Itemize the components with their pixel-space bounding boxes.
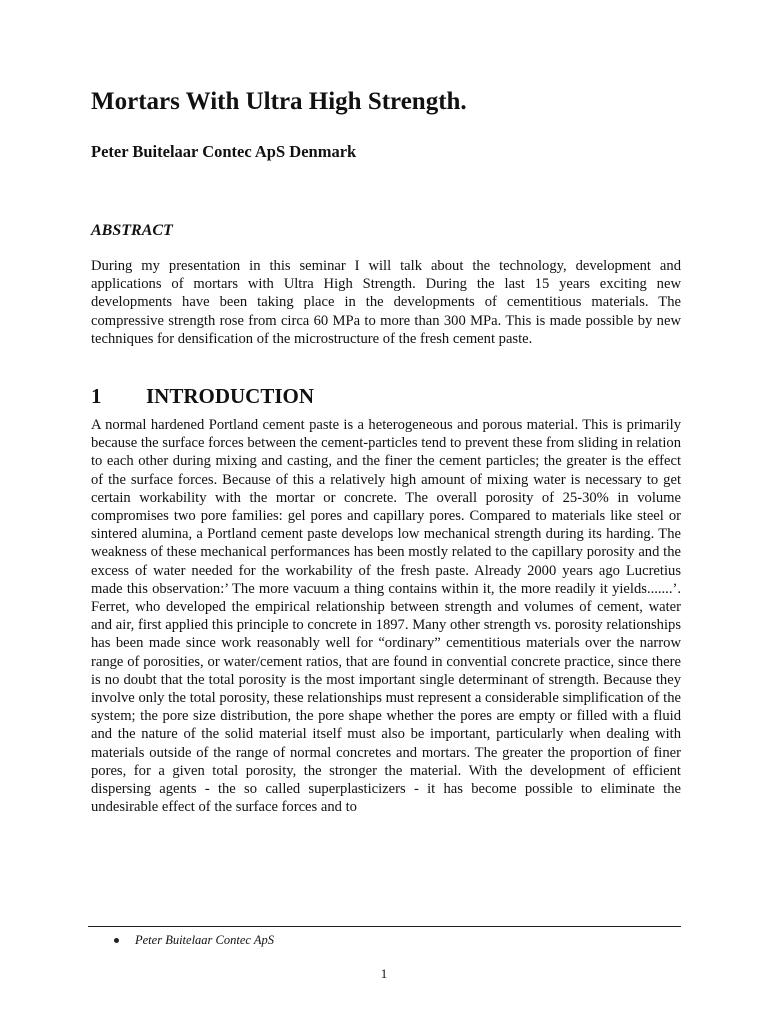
- section-heading: [91, 381, 681, 411]
- section-number: 1: [91, 384, 102, 409]
- footnote-divider: [88, 926, 681, 927]
- abstract-paragraph: During my presentation in this seminar I will talk about the technology, development and applications of mortars with Ultra High Strength. During the last 15 years exciting new developments have been taking place in the developments of cementitious materials. The compressive strength rose from circa 60 MPa to more than 300 MPa. This is made possible by new techniques for densification of the microstructure of the fresh cement paste.: [91, 258, 681, 347]
- page-number: 1: [380, 966, 388, 981]
- author-line: Peter Buitelaar Contec ApS Denmark: [91, 142, 357, 161]
- footnote-text: Peter Buitelaar Contec ApS: [135, 933, 274, 947]
- section-title: INTRODUCTION: [146, 384, 315, 409]
- abstract-heading: ABSTRACT: [91, 222, 173, 239]
- introduction-paragraph: A normal hardened Portland cement paste is a heterogeneous and porous material. This is primarily because the surface forces between the cement-particles tend to prevent these from sliding in relation to each other during mixing and casting, and the finer the cement particles; the greater is the effect of the surface forces. Because of this a relatively high amount of mixing water is necessary to get certain workability with the mortar or concrete. The overall porosity of 25-30% in volume compromises two pore families: gel pores and capillary pores. Compared to materials like steel or sintered alumina, a Portland cement paste develops low mechanical strength during its harding. The weakness of these mechanical performances has been mostly related to the capillary porosity and the excess of water needed for the workability of the fresh paste. Already 2000 years ago Lucretius made this observation:’ The more vacuum a thing contains within it, the more readily it yields.......’. Ferret, who developed the empirical relationship between strength and volumes of cement, water and air, first applied this principle to concrete in 1897. Many other strength vs. porosity relationships has been made since work reasonably well for “ordinary” cementitious materials over the narrow range of porosities, or water/cement ratios, that are found in convential concrete practice, since there is no doubt that the total porosity is the most important single determinant of strength. Because they involve only the total porosity, these relationships must represent a considerable simplification of the system; the pore size distribution, the pore shape whether the pores are empty or filled with a fluid and the nature of the solid material itself must also be important, particularly when dealing with materials outside of the range of normal concretes and mortars. The greater the proportion of finer pores, for a given total porosity, the stronger the material. With the development of efficient dispersing agents - the so called superplasticizers - it has become possible to eliminate the undesirable effect of the surface forces and to: [91, 417, 681, 816]
- footnote: [114, 931, 274, 949]
- document-title: Mortars With Ultra High Strength.: [91, 88, 467, 115]
- bullet-icon: [114, 938, 119, 943]
